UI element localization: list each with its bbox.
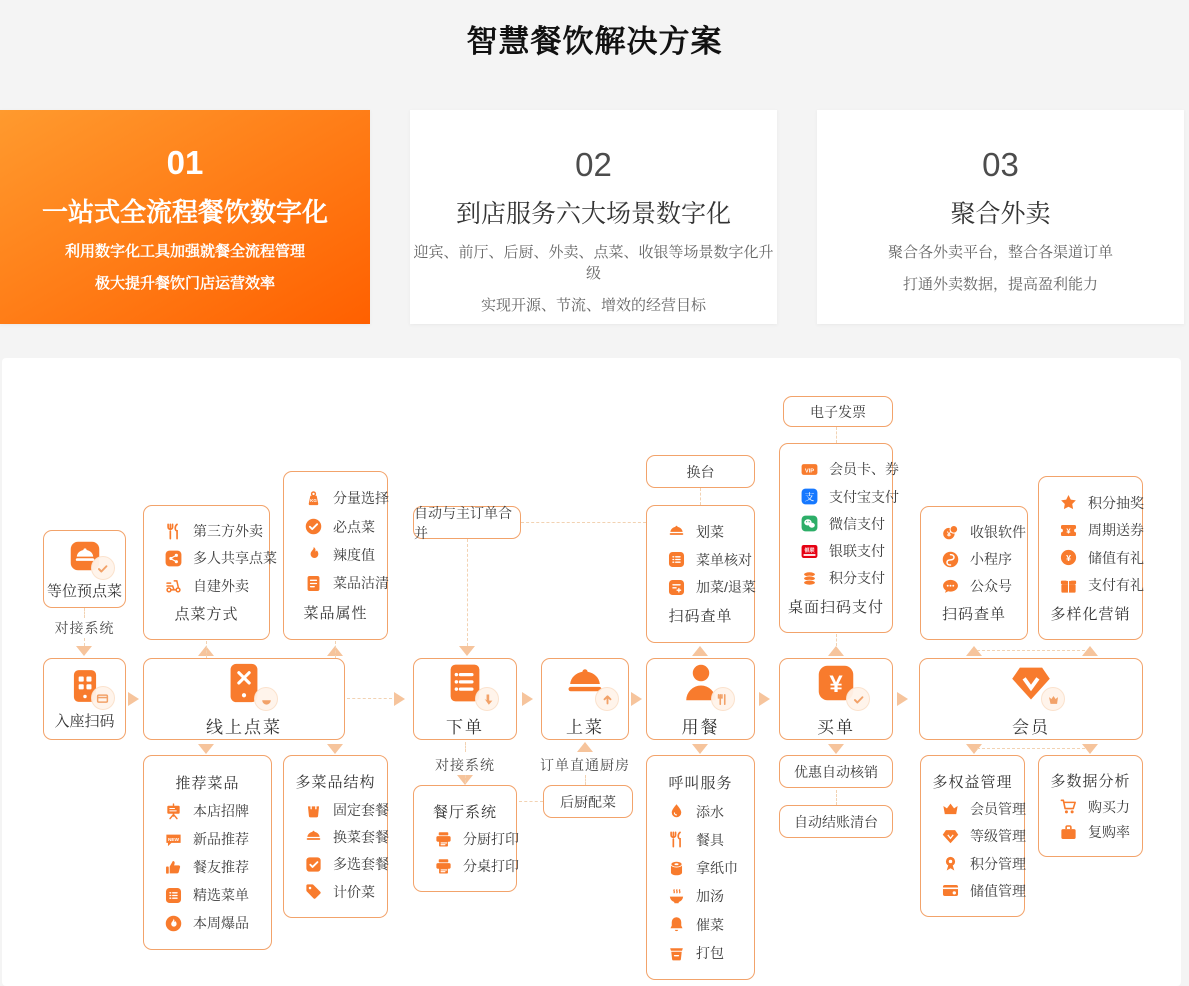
card-line: 打通外卖数据，提高盈利能力 (902, 276, 1098, 293)
group-title: 多样化营销 (1050, 605, 1131, 623)
flow-step-pay-bill (779, 658, 893, 740)
arrow-down-icon (327, 744, 343, 754)
flow-step-membership (919, 658, 1143, 740)
arrow-right-icon (759, 692, 770, 706)
feature-item-label: 购买力 (1088, 798, 1130, 815)
feature-item (921, 826, 1024, 846)
chip-auto-settle: 自动结账清台 (779, 805, 893, 838)
feature-item-label: 周期送券 (1088, 522, 1144, 538)
feature-item (780, 487, 899, 507)
solution-card-1[interactable] (0, 110, 370, 324)
feature-item (144, 857, 271, 877)
flow-step-label: 等位预点菜 (46, 583, 122, 600)
group-restaurant-system (413, 785, 517, 892)
group-table-scan-pay (779, 443, 899, 633)
takeout-icon (667, 943, 686, 962)
arrow-up-icon (692, 646, 708, 656)
flow-step-label: 用餐 (681, 718, 720, 737)
card-badge-icon (91, 686, 115, 710)
tag-icon (304, 882, 323, 901)
feature-item (144, 829, 271, 849)
feature-item (284, 517, 387, 537)
checkbox-icon (304, 855, 323, 874)
arrow-down-icon (1082, 744, 1098, 754)
feature-item-label: 储值管理 (970, 882, 1026, 899)
connector-line (465, 775, 466, 783)
feature-item-label: 本店招牌 (193, 803, 249, 819)
group-title: 呼叫服务 (668, 775, 733, 793)
feature-item-label: 划菜 (696, 523, 724, 540)
feature-item-label: 积分管理 (970, 855, 1026, 872)
new-icon (164, 830, 183, 849)
feature-item-label: 支付有礼 (1088, 577, 1144, 593)
arrow-up-icon (577, 742, 593, 752)
group-order-methods (143, 505, 277, 640)
list-icon (667, 550, 686, 569)
card-line: 极大提升餐饮门店运营效率 (94, 275, 275, 292)
connector-line (84, 608, 85, 618)
feature-item (647, 802, 754, 822)
feature-item-label: 固定套餐 (333, 801, 389, 818)
feature-item (647, 858, 754, 878)
solution-card-2[interactable] (410, 110, 777, 324)
cloche-icon (667, 522, 686, 541)
chip-e-invoice: 电子发票 (783, 396, 893, 427)
utensils-icon (667, 830, 686, 849)
share-icon (164, 549, 183, 568)
feature-item-label: 菜单核对 (696, 551, 752, 568)
feature-item (647, 886, 754, 906)
feature-item (780, 568, 892, 588)
group-title: 桌面扫码支付 (787, 598, 884, 616)
svg-text:支: 支 (804, 492, 815, 504)
group-title: 扫码查单 (668, 608, 733, 626)
yen-icon (813, 660, 859, 706)
svg-text:VIP: VIP (804, 468, 815, 475)
feature-item-label: 储值有礼 (1088, 549, 1144, 566)
check-circle-icon (304, 517, 323, 536)
flow-step-online-order (143, 658, 345, 740)
hand-badge-icon (475, 687, 499, 711)
feature-item (647, 943, 754, 963)
bag-icon (304, 800, 323, 819)
crown-badge-icon (1041, 687, 1065, 711)
tissue-icon (667, 859, 686, 878)
feature-item-label: 自建外卖 (193, 577, 249, 594)
connector-line (467, 539, 468, 646)
group-recommended-dishes (143, 755, 272, 950)
feature-item-label: 必点菜 (333, 518, 375, 535)
gift-icon (1059, 576, 1078, 595)
connector-line (585, 775, 586, 785)
card-heading: 聚合外卖 (950, 200, 1051, 228)
arrow-up-icon (1082, 646, 1098, 656)
soup-icon (667, 887, 686, 906)
diamond-icon (941, 827, 960, 846)
feature-item-label: 会员卡、券 (829, 461, 899, 478)
card-icon (941, 881, 960, 900)
group-title: 菜品属性 (303, 604, 368, 622)
group-scan-check-order-2 (920, 506, 1028, 640)
feature-item (414, 829, 519, 849)
thumb-icon (164, 858, 183, 877)
feature-item (144, 521, 269, 541)
feature-item-label: 小程序 (970, 551, 1012, 567)
feature-item-label: 多选套餐 (333, 856, 389, 873)
connector-line (335, 641, 336, 658)
feature-item (1039, 493, 1142, 513)
coin-icon (1059, 548, 1078, 567)
svg-text:¥: ¥ (1066, 552, 1071, 563)
feature-item-label: 菜品沽清 (333, 575, 389, 592)
feature-item-label: 分桌打印 (463, 858, 519, 874)
connector-line (84, 638, 85, 646)
feature-item (921, 881, 1024, 901)
feature-item (144, 548, 277, 568)
feature-item (1039, 822, 1142, 842)
order-doc-icon (442, 660, 488, 706)
feature-item (284, 573, 387, 593)
feature-item-label: 精选菜单 (193, 887, 249, 903)
feature-item (647, 577, 754, 597)
feature-item (284, 882, 387, 902)
chip-change-table: 换台 (646, 455, 755, 488)
check-badge-icon (91, 556, 115, 580)
feature-item-label: 计价菜 (333, 883, 375, 900)
feature-item-label: 本周爆品 (193, 915, 249, 931)
cloche-app-icon (66, 537, 104, 575)
svg-text:银联: 银联 (804, 547, 815, 554)
feature-item-label: 等级管理 (970, 828, 1026, 845)
chat-icon (941, 577, 960, 596)
utensils-badge-icon (711, 687, 735, 711)
feature-item-label: 打包 (696, 944, 724, 961)
group-data-analysis (1038, 755, 1143, 857)
vip-diamond-icon (1008, 660, 1054, 706)
connector-line (700, 488, 701, 505)
feature-item (414, 856, 519, 876)
card-line: 实现开源、节流、增效的经营目标 (480, 297, 706, 314)
connector-line (465, 742, 466, 752)
arrow-right-icon (522, 692, 533, 706)
feature-item-label: 加汤 (696, 888, 724, 905)
card-heading: 到店服务六大场景数字化 (455, 200, 731, 228)
card-number: 02 (575, 146, 612, 183)
arrow-down-icon (198, 744, 214, 754)
group-menu-structure (283, 755, 388, 918)
unionpay-icon (800, 542, 819, 561)
flow-step-label: 买单 (817, 718, 855, 737)
svg-text:¥: ¥ (946, 528, 952, 538)
case-icon (1059, 823, 1078, 842)
feature-item-label: 餐友推荐 (193, 859, 249, 875)
feature-item (144, 801, 271, 821)
connector-label-order-to-kitchen: 订单直通厨房 (540, 757, 630, 773)
star-icon (1059, 493, 1078, 512)
arrow-down-icon (459, 646, 475, 656)
feature-item (284, 827, 387, 847)
feature-item (1039, 797, 1142, 817)
hot-icon (164, 914, 183, 933)
group-call-service (646, 755, 755, 980)
feature-item-label: 公众号 (970, 578, 1012, 594)
phone-qr-icon (66, 667, 104, 705)
bowl-badge-icon (254, 687, 278, 711)
flame-icon (304, 545, 323, 564)
flow-step-label: 上菜 (566, 718, 604, 737)
feature-item (647, 522, 754, 542)
svg-text:NEW: NEW (167, 837, 180, 843)
feature-item-label: 加菜/退菜 (696, 579, 756, 596)
feature-item-label: 收银软件 (970, 524, 1026, 540)
arrow-right-icon (128, 692, 139, 706)
wechat-icon (800, 514, 819, 533)
weight-icon (304, 489, 323, 508)
svg-text:¥: ¥ (1066, 525, 1071, 535)
group-title: 扫码查单 (941, 606, 1006, 623)
feature-item-label: 新品推荐 (193, 831, 249, 847)
chip-auto-discount: 优惠自动核销 (779, 755, 893, 788)
flow-step-label: 入座扫码 (54, 713, 115, 730)
card-heading: 一站式全流程餐饮数字化 (41, 197, 328, 227)
card-number: 03 (982, 146, 1019, 183)
connector-label-system-link-2: 对接系统 (435, 757, 495, 773)
arrow-up-icon (966, 646, 982, 656)
coins-icon (800, 569, 819, 588)
connector-line (836, 634, 837, 646)
feature-item-label: 多人共享点菜 (193, 550, 277, 567)
svg-text:¥: ¥ (829, 671, 843, 699)
easel-icon (164, 802, 183, 821)
group-scan-check-order (646, 505, 755, 643)
arrow-down-icon (828, 744, 844, 754)
arrow-up-icon (828, 646, 844, 656)
flow-step-label: 下单 (446, 718, 484, 737)
feature-item (921, 854, 1024, 874)
group-title: 多菜品结构 (295, 774, 376, 792)
chip-kitchen-prep: 后厨配菜 (543, 785, 633, 818)
feature-item-label: 积分支付 (829, 570, 885, 587)
list-icon (164, 886, 183, 905)
phone-order-icon (221, 660, 267, 706)
connector-line (977, 748, 1085, 749)
cart-icon (1059, 797, 1078, 816)
cloche-icon (562, 660, 608, 706)
arrow-right-icon (897, 692, 908, 706)
card-number: 01 (166, 144, 204, 181)
group-benefit-management (920, 755, 1025, 917)
feature-item-label: 分量选择 (333, 490, 389, 507)
arrow-right-icon (394, 692, 405, 706)
feature-item (647, 915, 754, 935)
feature-item-label: 银联支付 (829, 543, 885, 560)
feature-item-label: 会员管理 (970, 801, 1026, 818)
feature-item-label: 添水 (696, 803, 724, 820)
feature-item-label: 支付宝支付 (829, 488, 899, 505)
flow-step-place-order (413, 658, 517, 740)
feature-item (647, 830, 754, 850)
solution-card-3[interactable] (817, 110, 1184, 324)
printer-icon (434, 857, 453, 876)
group-dish-attributes (283, 471, 388, 640)
feature-item (284, 800, 387, 820)
feature-item-label: 积分抽奖 (1088, 494, 1144, 511)
flow-step-serve-dish (541, 658, 629, 740)
connector-line (836, 790, 837, 805)
feature-item (921, 549, 1027, 569)
printer-icon (434, 830, 453, 849)
miniprogram-icon (941, 550, 960, 569)
group-title: 餐厅系统 (432, 804, 497, 821)
flow-step-label: 线上点菜 (206, 718, 282, 737)
feature-item (284, 545, 387, 565)
medal-icon (941, 854, 960, 873)
feature-item (780, 541, 892, 561)
group-title: 点菜方式 (174, 605, 239, 623)
feature-item (284, 488, 387, 508)
doc-icon (304, 574, 323, 593)
feature-item (780, 514, 892, 534)
feature-item-label: 拿纸巾 (696, 860, 738, 876)
feature-item-label: 催菜 (696, 916, 724, 933)
connector-line (347, 698, 392, 699)
card-line: 迎宾、前厅、后厨、外卖、点菜、收银等场景数字化升级 (413, 244, 774, 282)
arrow-down-icon (966, 744, 982, 754)
svg-text:KG: KG (310, 497, 317, 503)
feature-item (1039, 548, 1142, 568)
person-icon (678, 660, 724, 706)
feature-item-label: 辣度值 (333, 546, 375, 563)
group-title: 推荐菜品 (175, 775, 240, 792)
page-title: 智慧餐饮解决方案 (466, 24, 723, 59)
feature-item (144, 576, 269, 596)
feature-item-label: 第三方外卖 (193, 523, 263, 540)
bell-icon (667, 915, 686, 934)
feature-item (921, 522, 1027, 542)
feature-item (647, 550, 754, 570)
connector-label-system-link: 对接系统 (54, 620, 115, 636)
feature-item (1039, 575, 1142, 595)
list-plus-icon (667, 578, 686, 597)
feature-item-label: 换菜套餐 (333, 828, 389, 845)
flow-step-label: 会员 (1012, 718, 1050, 737)
coupon-icon (1059, 521, 1078, 540)
feature-item (921, 799, 1024, 819)
group-title: 多数据分析 (1050, 772, 1131, 790)
feature-item-label: 微信支付 (829, 515, 885, 532)
connector-line (836, 427, 837, 443)
feature-item (1039, 520, 1142, 540)
flow-diagram-panel (2, 358, 1181, 986)
check-badge-icon (846, 687, 870, 711)
cashier-icon (941, 523, 960, 542)
arrow-right-icon (631, 692, 642, 706)
group-marketing (1038, 476, 1143, 640)
crown-icon (941, 800, 960, 819)
feature-item-label: 复购率 (1088, 824, 1130, 841)
feature-item (144, 885, 271, 905)
connector-line (206, 641, 207, 658)
connector-line (977, 650, 1085, 651)
alipay-icon (800, 487, 819, 506)
feature-item-label: 分厨打印 (463, 831, 519, 847)
card-line: 聚合各外卖平台，整合各渠道订单 (887, 244, 1113, 261)
chip-auto-merge-order: 自动与主订单合并 (413, 506, 521, 539)
feature-item (284, 854, 387, 874)
feature-item-label: 餐具 (696, 831, 724, 848)
arrow-down-icon (76, 646, 92, 656)
up-badge-icon (595, 687, 619, 711)
flow-step-wait-preorder (43, 530, 126, 608)
flow-step-dining (646, 658, 755, 740)
cloche-icon (304, 827, 323, 846)
vip-icon (800, 460, 819, 479)
scooter-icon (164, 576, 183, 595)
feature-item (921, 576, 1027, 596)
card-line: 利用数字化工具加强就餐全流程管理 (64, 243, 305, 260)
feature-item (780, 459, 899, 479)
flow-step-seat-scan (43, 658, 126, 740)
drop-icon (667, 802, 686, 821)
feature-item (144, 913, 271, 933)
utensils-icon (164, 522, 183, 541)
arrow-down-icon (692, 744, 708, 754)
connector-line (519, 801, 543, 802)
group-title: 多权益管理 (932, 774, 1013, 792)
connector-line (521, 522, 646, 523)
